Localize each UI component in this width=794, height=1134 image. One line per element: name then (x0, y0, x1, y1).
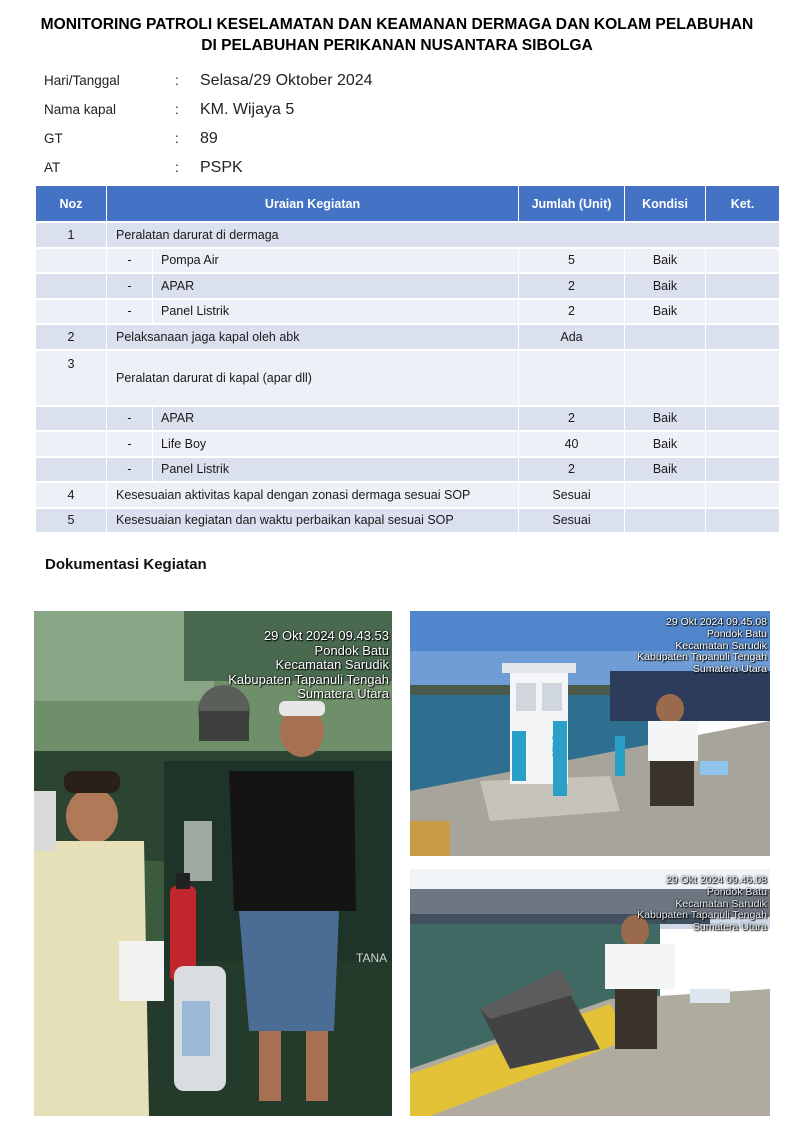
cell-no: 3 (36, 351, 106, 405)
info-label: Nama kapal (44, 102, 117, 117)
cell-qty: 2 (519, 407, 624, 431)
table-row (36, 509, 779, 533)
document-title (20, 14, 774, 56)
cell-qty: 2 (519, 274, 624, 298)
cell-dash: - (107, 300, 152, 324)
cell-condition: Baik (625, 274, 705, 298)
info-label: AT (44, 160, 61, 175)
cell-dash: - (107, 458, 152, 482)
info-value: PSPK (200, 158, 243, 176)
timestamp-line: 29 Okt 2024 09.46.08 (666, 874, 767, 886)
table-row (36, 407, 779, 431)
cell-dash: - (107, 249, 152, 273)
cell-condition: Baik (625, 300, 705, 324)
cell-desc: Life Boy (153, 432, 518, 456)
table-row (36, 249, 779, 273)
timestamp-line: Pondok Batu (706, 885, 767, 898)
cell-condition (625, 509, 705, 533)
cell-note (706, 325, 779, 349)
photo-timestamp (228, 629, 389, 702)
timestamp-line: Kecamatan Sarudik (675, 897, 767, 910)
cell-no: 1 (36, 223, 106, 247)
cell-qty (519, 351, 624, 405)
cell-note (706, 300, 779, 324)
photo-power-panel (410, 611, 770, 856)
cell-condition: Baik (625, 249, 705, 273)
cell-qty: 2 (519, 458, 624, 482)
header-jumlah: Jumlah (Unit) (519, 186, 624, 221)
info-row-date (44, 66, 373, 95)
photo-floor-panel (410, 869, 770, 1116)
timestamp-line: Kecamatan Sarudik (675, 639, 767, 652)
photo-timestamp (637, 617, 767, 676)
cell-note (706, 432, 779, 456)
cell-dash: - (107, 407, 152, 431)
cell-no (36, 300, 106, 324)
info-colon: : (175, 102, 179, 117)
cell-no (36, 432, 106, 456)
timestamp-line: 29 Okt 2024 09.43.53 (263, 628, 389, 643)
title-line-1: MONITORING PATROLI KESELAMATAN DAN KEAMANAN DERMAGA DAN KOLAM PELABUHAN (40, 16, 754, 33)
cell-desc: Kesesuaian aktivitas kapal dengan zonasi dermaga sesuai SOP (107, 483, 518, 507)
table-row (36, 458, 779, 482)
info-label: GT (44, 131, 63, 146)
cell-note (706, 249, 779, 273)
cell-no: 2 (36, 325, 106, 349)
cell-desc: Peralatan darurat di dermaga (107, 223, 779, 247)
cell-qty: Sesuai (519, 483, 624, 507)
cell-note (706, 407, 779, 431)
cell-desc: Pelaksanaan jaga kapal oleh abk (107, 325, 518, 349)
table-row (36, 325, 779, 349)
cell-desc: Panel Listrik (153, 458, 518, 482)
info-colon: : (175, 160, 179, 175)
header-ket: Ket. (706, 186, 779, 221)
timestamp-line: Sumatera Utara (692, 921, 767, 933)
cell-qty: 5 (519, 249, 624, 273)
cell-no: 4 (36, 483, 106, 507)
info-colon: : (175, 131, 179, 146)
cell-note (706, 458, 779, 482)
cell-dash: - (107, 274, 152, 298)
info-value: Selasa/29 Oktober 2024 (200, 71, 373, 89)
photo-ship-cabin (34, 611, 392, 1116)
table-header-row (36, 186, 779, 221)
cell-condition (625, 483, 705, 507)
cell-desc: Peralatan darurat di kapal (apar dll) (107, 351, 518, 405)
info-colon: : (175, 73, 179, 88)
timestamp-line: Kabupaten Tapanuli Tengah (637, 651, 767, 664)
cell-condition: Baik (625, 458, 705, 482)
info-row-at (44, 153, 373, 182)
cell-no (36, 249, 106, 273)
cell-dash: - (107, 432, 152, 456)
photo-timestamp (637, 875, 767, 934)
info-label: Hari/Tanggal (44, 73, 120, 88)
header-no: Noz (36, 186, 106, 221)
table-row (36, 351, 779, 405)
cell-note (706, 483, 779, 507)
info-value: KM. Wijaya 5 (200, 100, 295, 118)
cell-no (36, 458, 106, 482)
timestamp-line: Kecamatan Sarudik (275, 657, 389, 673)
info-row-ship-name (44, 95, 373, 124)
cell-note (706, 351, 779, 405)
vessel-info (44, 66, 373, 182)
info-value: 89 (200, 129, 218, 147)
documentation-heading: Dokumentasi Kegiatan (45, 556, 207, 573)
cell-qty: Ada (519, 325, 624, 349)
table-row (36, 300, 779, 324)
cell-qty: 2 (519, 300, 624, 324)
activity-table (35, 184, 780, 534)
cell-condition: Baik (625, 432, 705, 456)
cell-desc: Kesesuaian kegiatan dan waktu perbaikan kapal sesuai SOP (107, 509, 518, 533)
timestamp-line: Kabupaten Tapanuli Tengah (228, 671, 389, 687)
header-kondisi: Kondisi (625, 186, 705, 221)
cell-no: 5 (36, 509, 106, 533)
kiosk-sign-text: STAR (550, 734, 561, 758)
cell-note (706, 509, 779, 533)
table-row (36, 223, 779, 247)
cell-note (706, 274, 779, 298)
cell-condition: Baik (625, 407, 705, 431)
timestamp-line: Sumatera Utara (297, 686, 389, 702)
timestamp-line: Kabupaten Tapanuli Tengah (637, 909, 767, 922)
timestamp-line: Sumatera Utara (692, 663, 767, 675)
cell-condition (625, 325, 705, 349)
cell-desc: Pompa Air (153, 249, 518, 273)
table-row (36, 432, 779, 456)
cell-no (36, 407, 106, 431)
table-row (36, 483, 779, 507)
header-uraian: Uraian Kegiatan (107, 186, 518, 221)
timestamp-line: Pondok Batu (706, 627, 767, 640)
photo-curb-text: TANA (356, 951, 388, 965)
cell-desc: APAR (153, 274, 518, 298)
cell-qty: Sesuai (519, 509, 624, 533)
cell-condition (625, 351, 705, 405)
info-row-gt (44, 124, 373, 153)
timestamp-line: Pondok Batu (314, 642, 389, 658)
cell-qty: 40 (519, 432, 624, 456)
title-line-2: DI PELABUHAN PERIKANAN NUSANTARA SIBOLGA (201, 37, 593, 54)
table-row (36, 274, 779, 298)
cell-desc: APAR (153, 407, 518, 431)
timestamp-line: 29 Okt 2024 09.45.08 (666, 616, 767, 628)
cell-no (36, 274, 106, 298)
cell-desc: Panel Listrik (153, 300, 518, 324)
